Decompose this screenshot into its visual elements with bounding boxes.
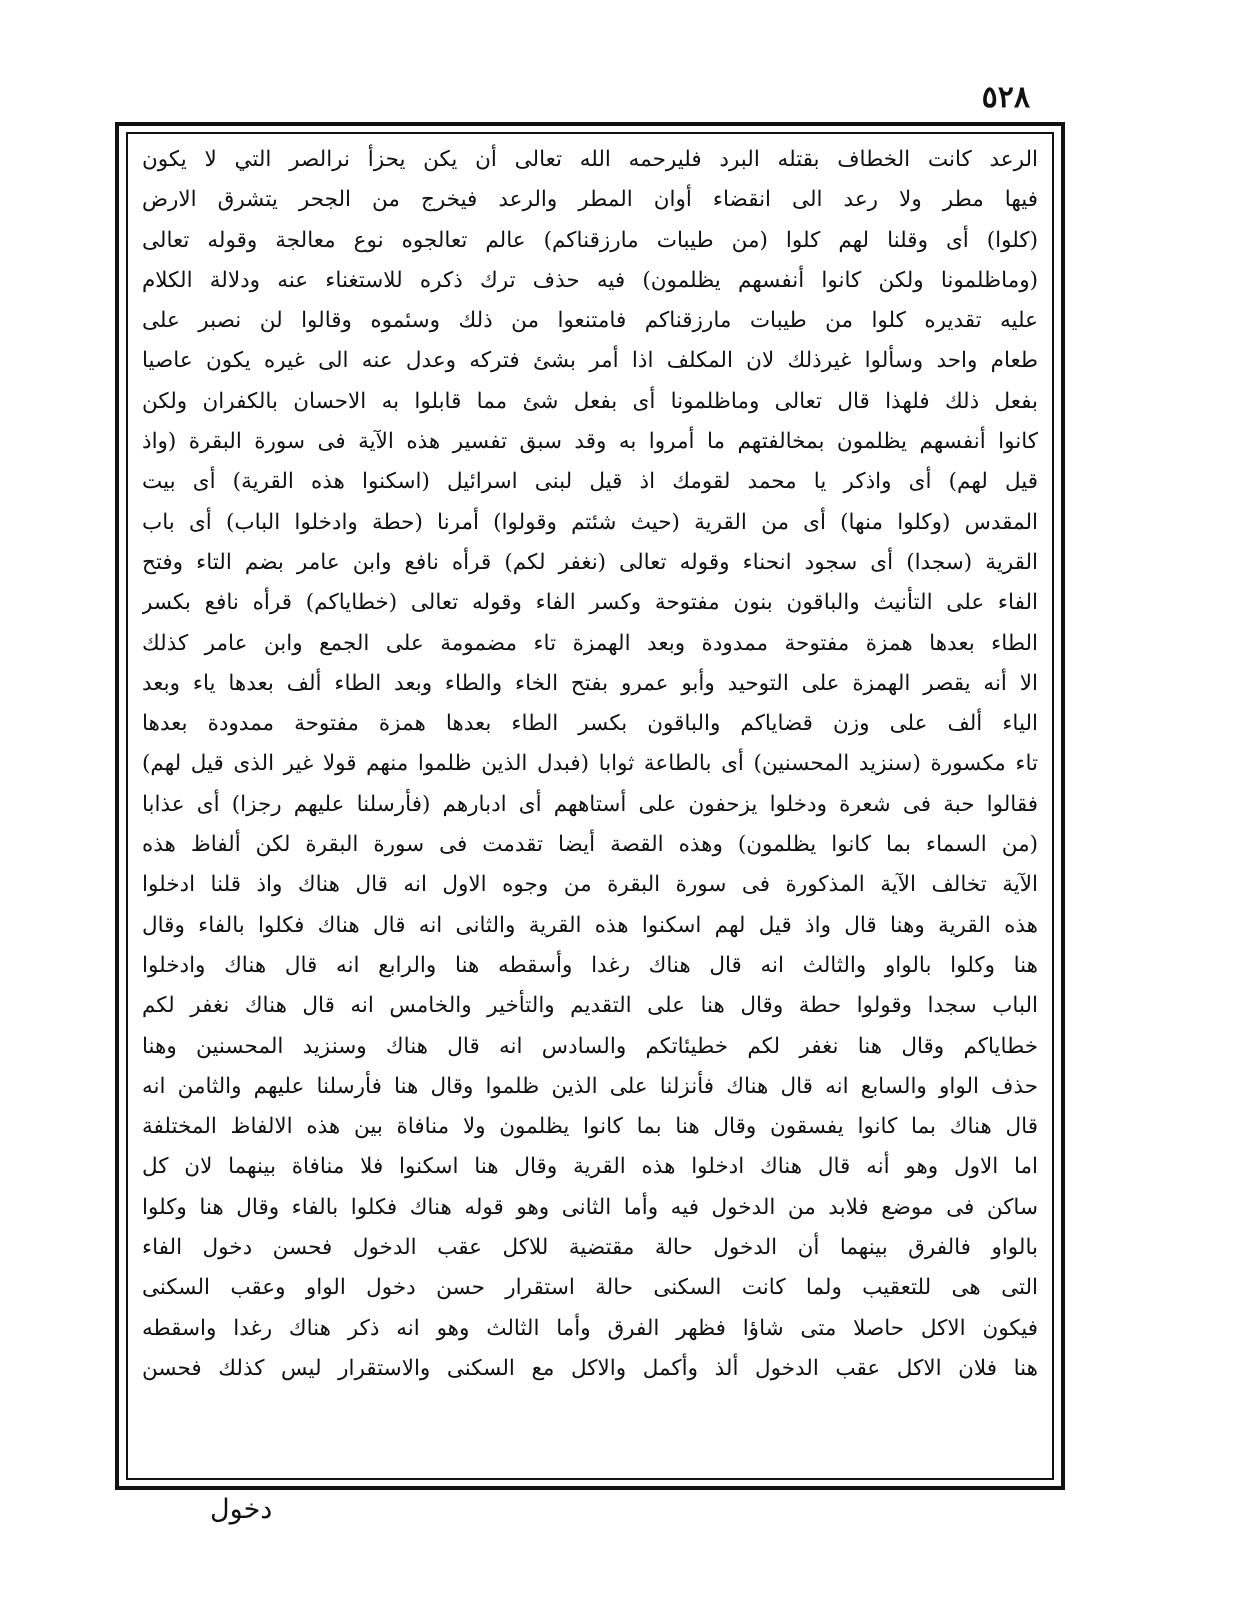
text-line: الفاء على التأنيث والباقون بنون مفتوحة وكسر الفاء وقوله تعالى (خطاياكم) قرأه نافع بكسر <box>142 590 1038 616</box>
text-line: القرية (سجدا) أى سجود انحناء وقوله تعالى (نغفر لكم) قرأه نافع وابن عامر بضم التاء وفتح <box>142 549 1038 575</box>
text-line: اما الاول وهو أنه قال هناك ادخلوا هذه القرية وقال هنا اسكنوا فلا منافاة بينهما لان كل <box>142 1154 1038 1180</box>
text-line: الآية تخالف الآية المذكورة فى سورة البقرة من وجوه الاول انه قال هناك واذ قلنا ادخلوا <box>142 872 1038 898</box>
text-line: المقدس (وكلوا منها) أى من القرية (حيث شئتم وقولوا) أمرنا (حطة وادخلوا الباب) أى باب <box>142 509 1038 535</box>
page-number: ٥٢٨ <box>981 80 1030 115</box>
text-line: الطاء بعدها همزة مفتوحة ممدودة وبعد الهمزة تاء مضمومة على الجمع وابن عامر كذلك <box>142 630 1038 656</box>
text-line: (وماظلمونا ولكن كانوا أنفسهم يظلمون) فيه حذف ترك ذكره للاستغناء عنه ودلالة الكلام <box>142 267 1038 293</box>
catchword: دخول <box>210 1494 273 1525</box>
text-line: الرعد كانت الخطاف بقتله البرد فليرحمه الله تعالى أن يكن يحزأ نرالصر التي لا يكون <box>142 147 1038 172</box>
text-line: حذف الواو والسابع انه قال هناك فأنزلنا على الذين ظلموا وقال هنا فأرسلنا عليهم والثامن انه <box>142 1073 1038 1099</box>
text-line: تاء مكسورة (سنزيد المحسنين) أى بالطاعة ثوابا (فبدل الذين ظلموا منهم قولا غير الذى قيل لهم) <box>142 751 1038 777</box>
text-line: بالواو فالفرق بينهما أن الدخول حالة مقتضية للاكل عقب الدخول فحسن دخول الفاء <box>142 1235 1038 1261</box>
text-line: قيل لهم) أى واذكر يا محمد لقومك اذ قيل لبنى اسرائيل (اسكنوا هذه القرية) أى بيت <box>142 469 1038 495</box>
text-block <box>126 132 1054 1480</box>
text-line: هنا وكلوا بالواو والثالث انه قال هناك رغدا وأسقطه هنا والرابع انه قال هناك وادخلوا <box>142 952 1038 978</box>
text-line: بفعل ذلك فلهذا قال تعالى وماظلمونا أى بفعل شئ مما قابلوا به الاحسان بالكفران ولكن <box>142 388 1038 414</box>
text-line: (من السماء بما كانوا يظلمون) وهذه القصة أيضا تقدمت فى سورة البقرة لكن ألفاظ هذه <box>142 832 1038 858</box>
text-line: الباب سجدا وقولوا حطة وقال هنا على التقديم والتأخير والخامس انه قال هناك نغفر لكم <box>142 993 1038 1019</box>
text-line: الا أنه يقصر الهمزة على التوحيد وأبو عمرو بفتح الخاء والطاء وبعد الطاء ألف بعدها ياء وبعد <box>142 670 1038 696</box>
text-line: فيكون الاكل حاصلا متى شاؤا فظهر الفرق وأما الثالث وهو انه ذكر هناك رغدا واسقطه <box>142 1315 1038 1341</box>
text-line: طعام واحد وسألوا غيرذلك لان المكلف اذا أمر بشئ فتركه وعدل عنه الى غيره يكون عاصيا <box>142 348 1038 374</box>
text-line: الياء ألف على وزن قضاياكم والباقون بكسر الطاء بعدها همزة مفتوحة ممدودة بعدها <box>142 711 1038 737</box>
text-line: هذه القرية وهنا قال واذ قيل لهم اسكنوا هذه القرية والثانى انه قال هناك فكلوا بالفاء وقال <box>142 912 1038 938</box>
text-line: خطاياكم وقال هنا نغفر لكم خطيئاتكم والسادس انه قال هناك وسنزيد المحسنين وهنا <box>142 1033 1038 1059</box>
text-line: كانوا أنفسهم يظلمون بمخالفتهم ما أمروا به وقد سبق تفسير هذه الآية فى سورة البقرة (واذ <box>142 429 1038 455</box>
text-line: عليه تقديره كلوا من طيبات مارزقناكم فامتنعوا من ذلك وسئموه وقالوا لن نصبر على <box>142 308 1038 334</box>
text-line: فيها مطر ولا رعد الى انقضاء أوان المطر والرعد فيخرج من الجحر يتشرق الارض <box>142 187 1038 213</box>
text-line: فقالوا حبة فى شعرة ودخلوا يزحفون على أستاههم أى ادبارهم (فأرسلنا عليهم رجزا) أى عذابا <box>142 791 1038 817</box>
text-line: قال هناك بما كانوا يفسقون وقال هنا بما كانوا يظلمون ولا منافاة بين هذه الالفاظ المختلفة <box>142 1114 1038 1140</box>
text-line: هنا فلان الاكل عقب الدخول ألذ وأكمل والاكل مع السكنى والاستقرار ليس كذلك فحسن <box>142 1355 1038 1381</box>
text-line: التى هى للتعقيب ولما كانت السكنى حالة استقرار حسن دخول الواو وعقب السكنى <box>142 1275 1038 1301</box>
text-line: (كلوا) أى وقلنا لهم كلوا (من طيبات مارزقناكم) عالم تعالجوه نوع معالجة وقوله تعالى <box>142 227 1038 253</box>
text-line: ساكن فى موضع فلابد من الدخول فيه وأما الثانى وهو قوله هناك فكلوا بالفاء وقال هنا وكلوا <box>142 1194 1038 1220</box>
